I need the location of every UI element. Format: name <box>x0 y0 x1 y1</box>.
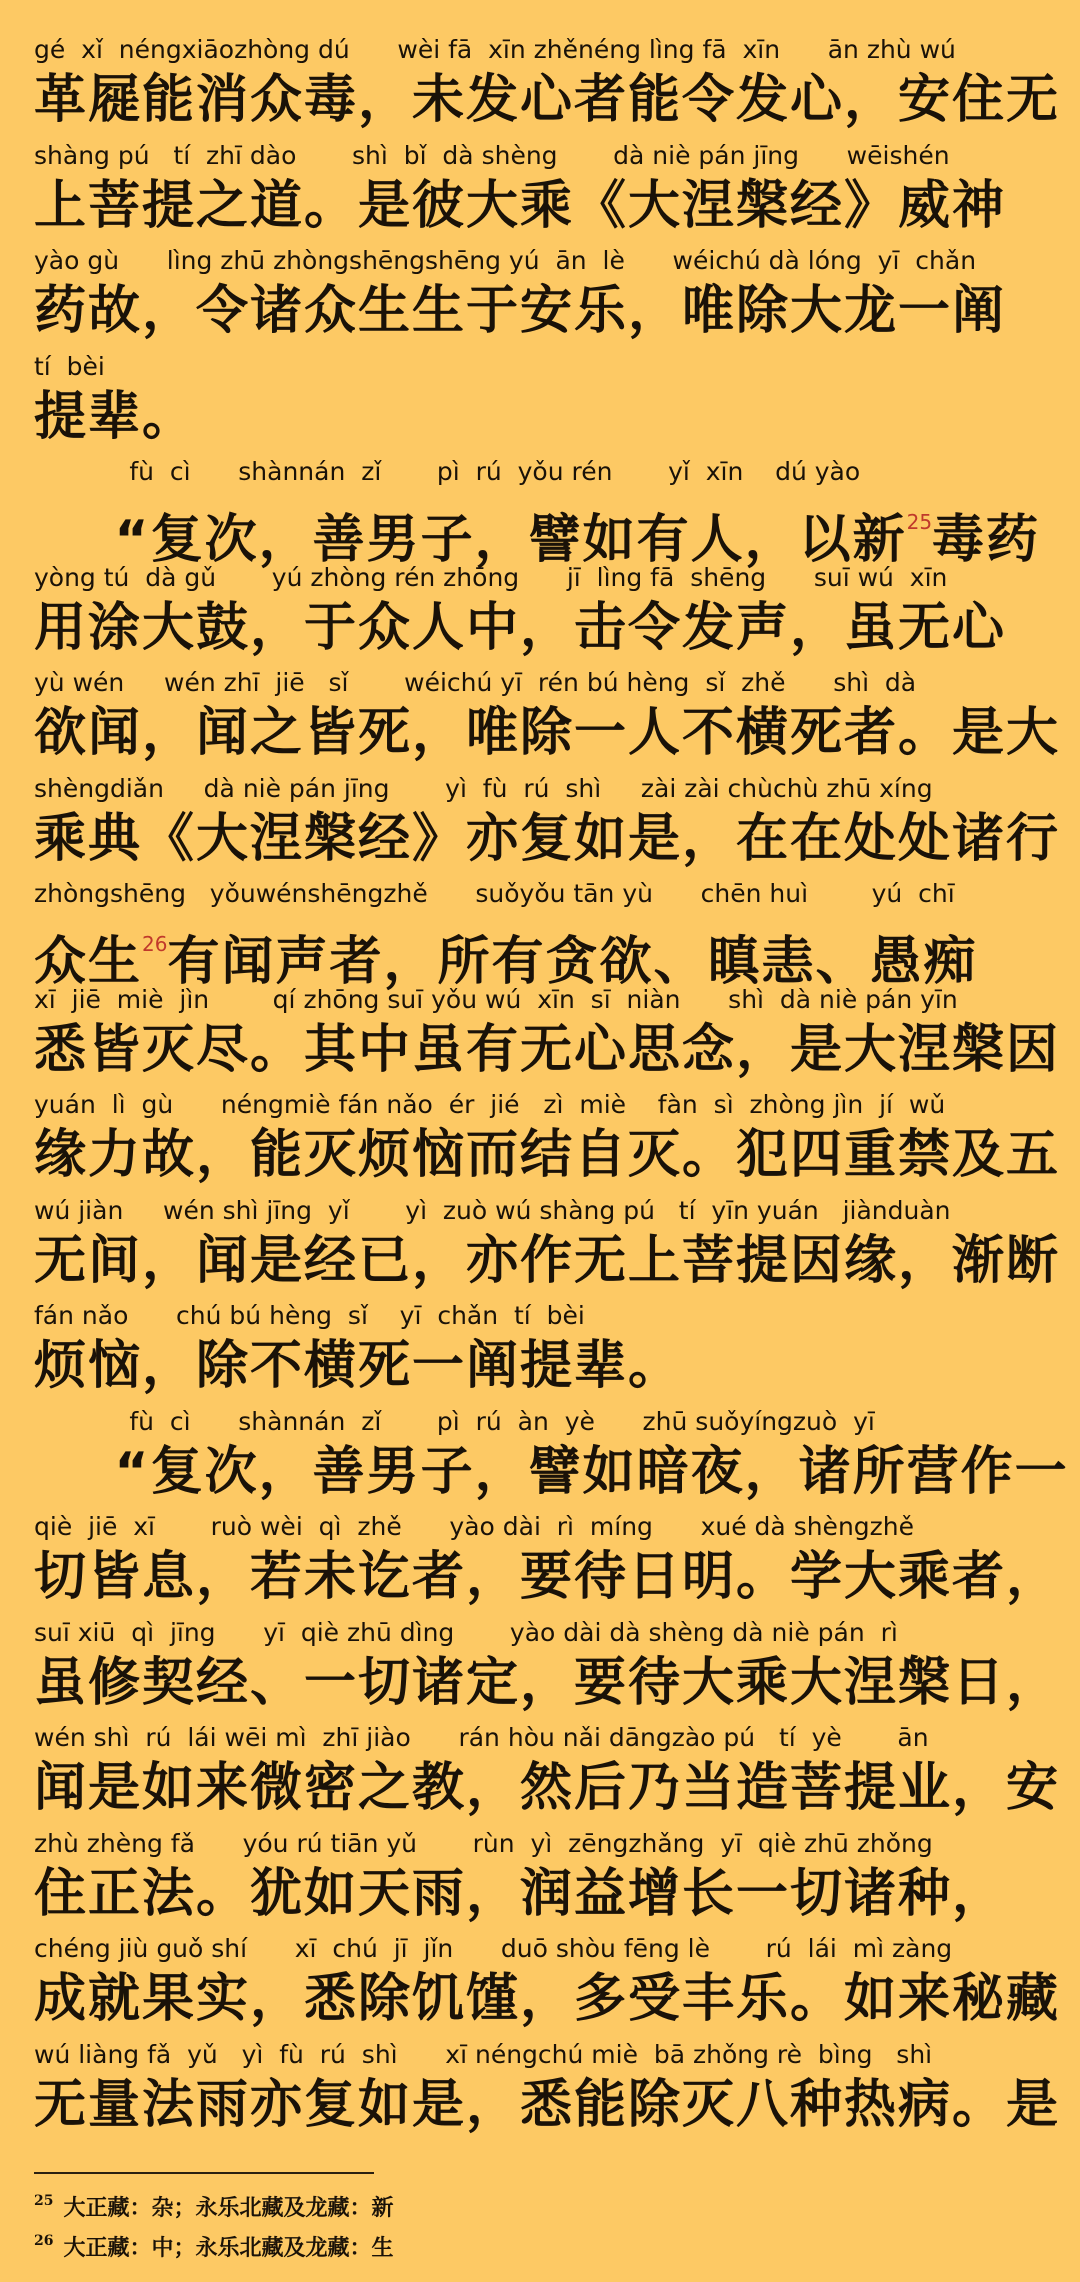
pinyin-line: chéng jiù guǒ shí xī chú jī jǐn duō shòu fēng lè rú lái mì zàng <box>34 1934 953 1963</box>
pinyin-line: yù wén wén zhī jiē sǐ wéichú yī rén bú hèng sǐ zhě shì dà <box>34 668 917 697</box>
footnote-reference[interactable]: 26 <box>142 932 168 956</box>
hanzi-line: 无间，闻是经已，亦作无上菩提因缘，渐断 <box>34 1230 1061 1291</box>
hanzi-line: 虽修契经、一切诸定，要待大乘大涅槃日， <box>34 1652 1061 1713</box>
footnote <box>34 2224 934 2261</box>
text-line <box>34 1718 1061 1824</box>
hanzi-line: 切皆息，若未讫者，要待日明。学大乘者， <box>34 1547 1061 1607</box>
text-line <box>34 1191 1061 1297</box>
hanzi-line <box>34 912 1046 992</box>
footnote <box>34 2184 934 2221</box>
text-line <box>34 1296 1046 1402</box>
text-line <box>34 347 1046 453</box>
text-line <box>34 452 1046 570</box>
text-line <box>34 1824 1046 1930</box>
text-line <box>34 1929 1061 2035</box>
footnote-text: 大正藏：杂；永乐北藏及龙藏：新 <box>63 2195 394 2221</box>
text-line <box>34 558 1046 664</box>
hanzi-line: 欲闻，闻之皆死，唯除一人不横死者。是大 <box>34 703 1061 763</box>
hanzi-segment: 有闻声者，所有贪欲、瞋恚、愚痴 <box>167 932 978 992</box>
pinyin-line: wén shì rú lái wēi mì zhī jiào rán hòu nǎi dāngzào pú tí yè ān <box>34 1723 929 1752</box>
hanzi-line: 住正法。犹如天雨，润益增长一切诸种， <box>34 1863 1007 1924</box>
hanzi-line: 用涂大鼓，于众人中，击令发声，虽无心 <box>34 597 1007 658</box>
hanzi-line <box>34 490 1046 570</box>
hanzi-segment: 众生 <box>34 932 143 992</box>
pinyin-line: xī jiē miè jìn qí zhōng suī yǒu wú xīn sī niàn shì dà niè pán yīn <box>34 984 958 1014</box>
hanzi-segment: 毒药 <box>932 510 1041 570</box>
pinyin-line: zhòngshēng yǒuwénshēngzhě suǒyǒu tān yù chēn huì yú chī <box>34 879 955 908</box>
hanzi-line: “复次，善男子，譬如暗夜，诸所营作一 <box>34 1441 1069 1502</box>
hanzi-line: 乘典《大涅槃经》亦复如是，在在处处诸行 <box>34 808 1061 869</box>
pinyin-line: fù cì shànnán zǐ pì rú yǒu rén yǐ xīn dú yào <box>34 457 861 486</box>
footnote-divider <box>34 2172 374 2174</box>
text-line <box>34 980 1061 1086</box>
text-line <box>34 136 1046 242</box>
pinyin-line: gé xǐ néngxiāozhòng dú wèi fā xīn zhěnéng lìng fā xīn ān zhù wú <box>34 35 956 64</box>
pinyin-line: suī xiū qì jīng yī qiè zhū dìng yào dài dà shèng dà niè pán rì <box>34 1617 898 1647</box>
pinyin-line: shèngdiǎn dà niè pán jīng yì fù rú shì zài zài chùchù zhū xíng <box>34 773 933 803</box>
hanzi-line: 上菩提之道。是彼大乘《大涅槃经》威神 <box>34 175 1007 236</box>
pinyin-line: fù cì shànnán zǐ pì rú àn yè zhū suǒyíngzuò yī <box>34 1406 875 1436</box>
pinyin-line: yào gù lìng zhū zhòngshēngshēng yú ān lè wéichú dà lóng yī chǎn <box>34 246 977 275</box>
text-line <box>34 1085 1061 1191</box>
footnote-number: 26 <box>34 2233 54 2249</box>
pinyin-line: yuán lì gù néngmiè fán nǎo ér jié zì miè fàn sì zhòng jìn jí wǔ <box>34 1090 946 1119</box>
text-line <box>34 769 1061 875</box>
pinyin-line: shàng pú tí zhī dào shì bǐ dà shèng dà niè pán jīng wēishén <box>34 140 950 170</box>
hanzi-line: 无量法雨亦复如是，悉能除灭八种热病。是 <box>34 2074 1061 2135</box>
pinyin-line: yòng tú dà gǔ yú zhòng rén zhōng jī lìng fā shēng suī wú xīn <box>34 562 948 592</box>
hanzi-line: 革屣能消众毒，未发心者能令发心，安住无 <box>34 70 1061 130</box>
pinyin-line: qiè jiē xī ruò wèi qì zhě yào dài rì míng xué dà shèngzhě <box>34 1512 915 1541</box>
hanzi-line: 闻是如来微密之教，然后乃当造菩提业，安 <box>34 1758 1061 1818</box>
text-line <box>34 874 1046 992</box>
pinyin-line: zhù zhèng fǎ yóu rú tiān yǔ rùn yì zēngzhǎng yī qiè zhū zhǒng <box>34 1828 933 1858</box>
hanzi-line: 烦恼，除不横死一阐提辈。 <box>34 1336 683 1396</box>
footnote-text: 大正藏：中；永乐北藏及龙藏：生 <box>63 2235 394 2261</box>
hanzi-line: 悉皆灭尽。其中虽有无心思念，是大涅槃因 <box>34 1019 1061 1080</box>
pinyin-line: tí bèi <box>34 351 105 381</box>
text-line <box>34 663 1061 769</box>
text-line <box>34 1507 1061 1613</box>
text-line <box>34 241 1046 347</box>
hanzi-line: 药故，令诸众生生于安乐，唯除大龙一阐 <box>34 281 1007 341</box>
hanzi-line: 缘力故，能灭烦恼而结自灭。犯四重禁及五 <box>34 1125 1061 1185</box>
hanzi-line: 提辈。 <box>34 386 197 447</box>
hanzi-segment: “复次，善男子，譬如有人，以新 <box>34 510 907 570</box>
pinyin-line: wú liàng fǎ yǔ yì fù rú shì xī néngchú miè bā zhǒng rè bìng shì <box>34 2039 933 2069</box>
text-line <box>34 2035 1061 2141</box>
hanzi-line: 成就果实，悉除饥馑，多受丰乐。如来秘藏 <box>34 1969 1061 2029</box>
text-line <box>34 30 1061 136</box>
footnote-number: 25 <box>34 2193 54 2209</box>
pinyin-line: fán nǎo chú bú hèng sǐ yī chǎn tí bèi <box>34 1301 585 1330</box>
text-line <box>34 1613 1061 1719</box>
text-line <box>34 1402 1069 1508</box>
pinyin-line: wú jiàn wén shì jīng yǐ yì zuò wú shàng pú tí yīn yuán jiànduàn <box>34 1195 951 1225</box>
footnote-reference[interactable]: 25 <box>906 510 933 534</box>
